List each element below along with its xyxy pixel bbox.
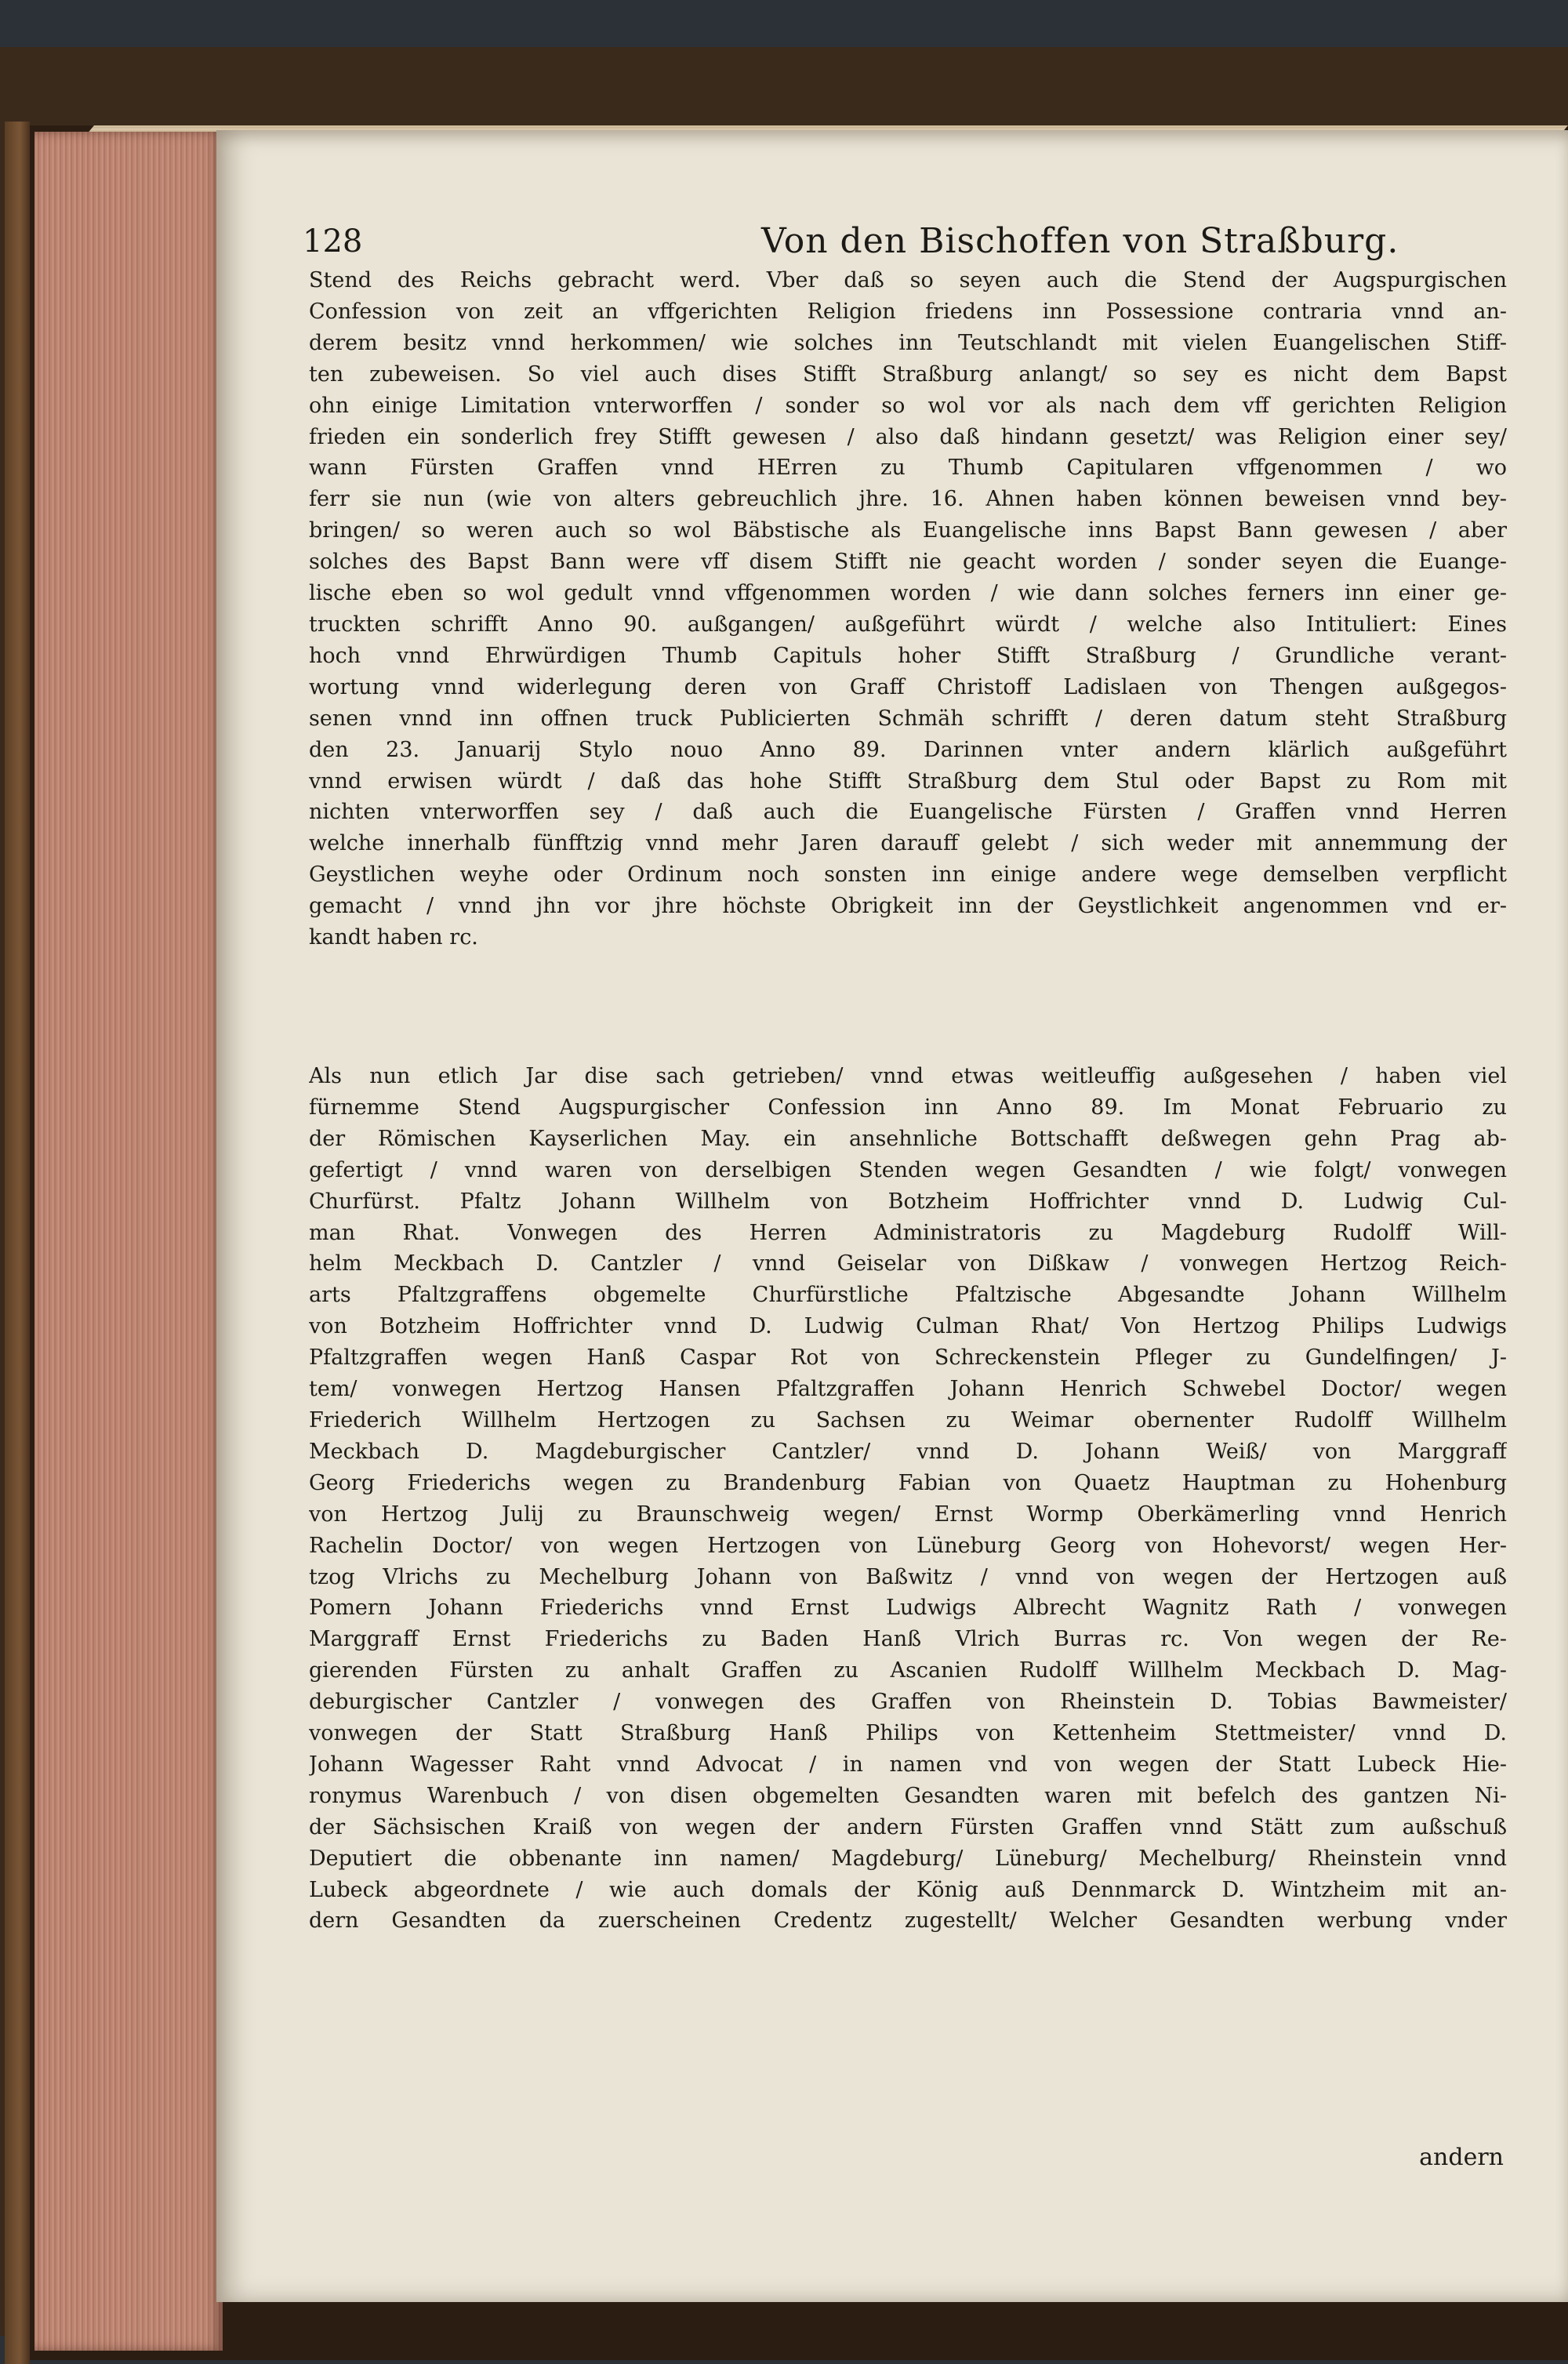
text-line: der Römischen Kayserlichen May. ein ansehnliche Bottschafft deßwegen gehn Prag ab-	[309, 1126, 1507, 1151]
text-line: Meckbach D. Magdeburgischer Cantzler/ vnnd D. Johann Weiß/ von Marggraff	[309, 1439, 1507, 1464]
text-line: fürnemme Stend Augspurgischer Confession inn Anno 89. Im Monat Februario zu	[309, 1095, 1507, 1120]
text-line: hoch vnnd Ehrwürdigen Thumb Capituls hoher Stifft Straßburg / Grundliche verant-	[309, 643, 1507, 668]
text-line: gefertigt / vnnd waren von derselbigen Stenden wegen Gesandten / wie folgt/ vonwegen	[309, 1157, 1507, 1182]
text-line: Rachelin Doctor/ von wegen Hertzogen von Lüneburg Georg von Hohevorst/ wegen Her-	[309, 1533, 1507, 1558]
text-line: man Rhat. Vonwegen des Herren Administratoris zu Magdeburg Rudolff Will-	[309, 1220, 1507, 1245]
text-line: frieden ein sonderlich frey Stifft gewesen / also daß hindann gesetzt/ was Religion einer sey/	[309, 424, 1507, 449]
text-line: Lubeck abgeordnete / wie auch domals der König auß Dennmarck D. Wintzheim mit an-	[309, 1877, 1507, 1902]
text-line: von Botzheim Hoffrichter vnnd D. Ludwig Culman Rhat/ Von Hertzog Philips Ludwigs	[309, 1314, 1507, 1339]
text-line: Pomern Johann Friederichs vnnd Ernst Ludwigs Albrecht Wagnitz Rath / vonwegen	[309, 1596, 1507, 1621]
text-line: nichten vnterworffen sey / daß auch die Euangelische Fürsten / Graffen vnnd Herren	[309, 800, 1507, 825]
book-page	[216, 130, 1568, 2302]
text-line: vnnd erwisen würdt / daß das hohe Stifft Straßburg dem Stul oder Bapst zu Rom mit	[309, 768, 1507, 793]
text-line: welche innerhalb fünfftzig vnnd mehr Jaren darauff gelebt / sich weder mit annemmung der	[309, 831, 1507, 856]
text-line: Churfürst. Pfaltz Johann Willhelm von Botzheim Hoffrichter vnnd D. Ludwig Cul-	[309, 1189, 1507, 1214]
text-line: Friederich Willhelm Hertzogen zu Sachsen zu Weimar obernenter Rudolff Willhelm	[309, 1407, 1507, 1433]
text-line: gemacht / vnnd jhn vor jhre höchste Obrigkeit inn der Geystlichkeit angenommen vnd er-	[309, 894, 1507, 919]
text-line: Geystlichen weyhe oder Ordinum noch sonsten inn einige andere wege demselben verpflicht	[309, 862, 1507, 888]
page-number: 128	[303, 223, 363, 260]
text-line: solches des Bapst Bann were vff disem Stifft nie geacht worden / sonder seyen die Euange-	[309, 550, 1507, 575]
text-line: vonwegen der Statt Straßburg Hanß Philips von Kettenheim Stettmeister/ vnnd D.	[309, 1721, 1507, 1746]
text-line: Als nun etlich Jar dise sach getrieben/ vnnd etwas weitleuffig außgesehen / haben viel	[309, 1064, 1507, 1088]
text-line: Marggraff Ernst Friederichs zu Baden Hanß Vlrich Burras rc. Von wegen der Re-	[309, 1627, 1507, 1652]
text-line: Deputiert die obbenante inn namen/ Magdeburg/ Lüneburg/ Mechelburg/ Rheinstein vnnd	[309, 1846, 1507, 1871]
text-line: Pfaltzgraffen wegen Hanß Caspar Rot von Schreckenstein Pfleger zu Gundelfingen/ J-	[309, 1345, 1507, 1371]
text-line: ohn einige Limitation vnterworffen / sonder so wol vor als nach dem vff gerichten Religion	[309, 393, 1507, 418]
text-line: bringen/ so weren auch so wol Bäbstische als Euangelische inns Bapst Bann gewesen / aber	[309, 518, 1507, 543]
page-fore-edge	[34, 132, 223, 2351]
catchword: andern	[1419, 2144, 1504, 2171]
text-line: den 23. Januarij Stylo nouo Anno 89. Darinnen vnter andern klärlich außgeführt	[309, 737, 1507, 762]
text-line: lische eben so wol gedult vnnd vffgenommen worden / wie dann solches ferners inn einer ge-	[309, 581, 1507, 606]
text-line: Georg Friederichs wegen zu Brandenburg Fabian von Quaetz Hauptman zu Hohenburg	[309, 1470, 1507, 1495]
book-spine-edge	[5, 122, 30, 2364]
text-line: deburgischer Cantzler / vonwegen des Graffen von Rheinstein D. Tobias Bawmeister/	[309, 1690, 1507, 1715]
text-line: Stend des Reichs gebracht werd. Vber daß so seyen auch die Stend der Augspurgischen	[309, 268, 1507, 292]
text-line: truckten schrifft Anno 90. außgangen/ außgeführt würdt / welche also Intituliert: Eines	[309, 612, 1507, 637]
text-line: tem/ vonwegen Hertzog Hansen Pfaltzgraffen Johann Henrich Schwebel Doctor/ wegen	[309, 1377, 1507, 1402]
text-line: wann Fürsten Graffen vnnd HErren zu Thumb Capitularen vffgenommen / wo	[309, 456, 1507, 481]
text-line: dern Gesandten da zuerscheinen Credentz zugestellt/ Welcher Gesandten werbung vnder	[309, 1908, 1507, 1934]
text-line: derem besitz vnnd herkommen/ wie solches inn Teutschlandt mit vielen Euangelischen Stiff-	[309, 330, 1507, 355]
text-line: arts Pfaltzgraffens obgemelte Churfürstliche Pfaltzische Abgesandte Johann Willhelm	[309, 1283, 1507, 1308]
text-line: senen vnnd inn offnen truck Publicierten Schmäh schrifft / deren datum steht Straßburg	[309, 706, 1507, 731]
text-line: ronymus Warenbuch / von disen obgemelten Gesandten waren mit befelch des gantzen Ni-	[309, 1783, 1507, 1808]
text-line: der Sächsischen Kraiß von wegen der andern Fürsten Graffen vnnd Stätt zum außschuß	[309, 1814, 1507, 1839]
running-head-title: Von den Bischoffen von Straßburg.	[761, 221, 1399, 261]
text-line: von Hertzog Julij zu Braunschweig wegen/ Ernst Wormp Oberkämerling vnnd Henrich	[309, 1502, 1507, 1527]
paragraph-1	[309, 265, 1507, 953]
text-line: Confession von zeit an vffgerichten Religion friedens inn Possessione contraria vnnd an-	[309, 299, 1507, 324]
text-line: ferr sie nun (wie von alters gebreuchlich jhre. 16. Ahnen haben können beweisen vnnd bey-	[309, 487, 1507, 512]
paragraph-2	[309, 1061, 1507, 1937]
text-line: ten zubeweisen. So viel auch dises Stifft Straßburg anlangt/ so sey es nicht dem Bapst	[309, 361, 1507, 387]
text-line: kandt haben rc.	[309, 925, 478, 950]
text-line: helm Meckbach D. Cantzler / vnnd Geiselar von Dißkaw / vonwegen Hertzog Reich-	[309, 1251, 1507, 1276]
text-line: Johann Wagesser Raht vnnd Advocat / in namen vnd von wegen der Statt Lubeck Hie-	[309, 1752, 1507, 1777]
text-line: gierenden Fürsten zu anhalt Graffen zu Ascanien Rudolff Willhelm Meckbach D. Mag-	[309, 1658, 1507, 1683]
running-head	[216, 218, 1568, 265]
text-line: wortung vnnd widerlegung deren von Graff Christoff Ladislaen von Thengen außgegos-	[309, 674, 1507, 699]
text-line: tzog Vlrichs zu Mechelburg Johann von Baßwitz / vnnd von wegen der Hertzogen auß	[309, 1564, 1507, 1589]
